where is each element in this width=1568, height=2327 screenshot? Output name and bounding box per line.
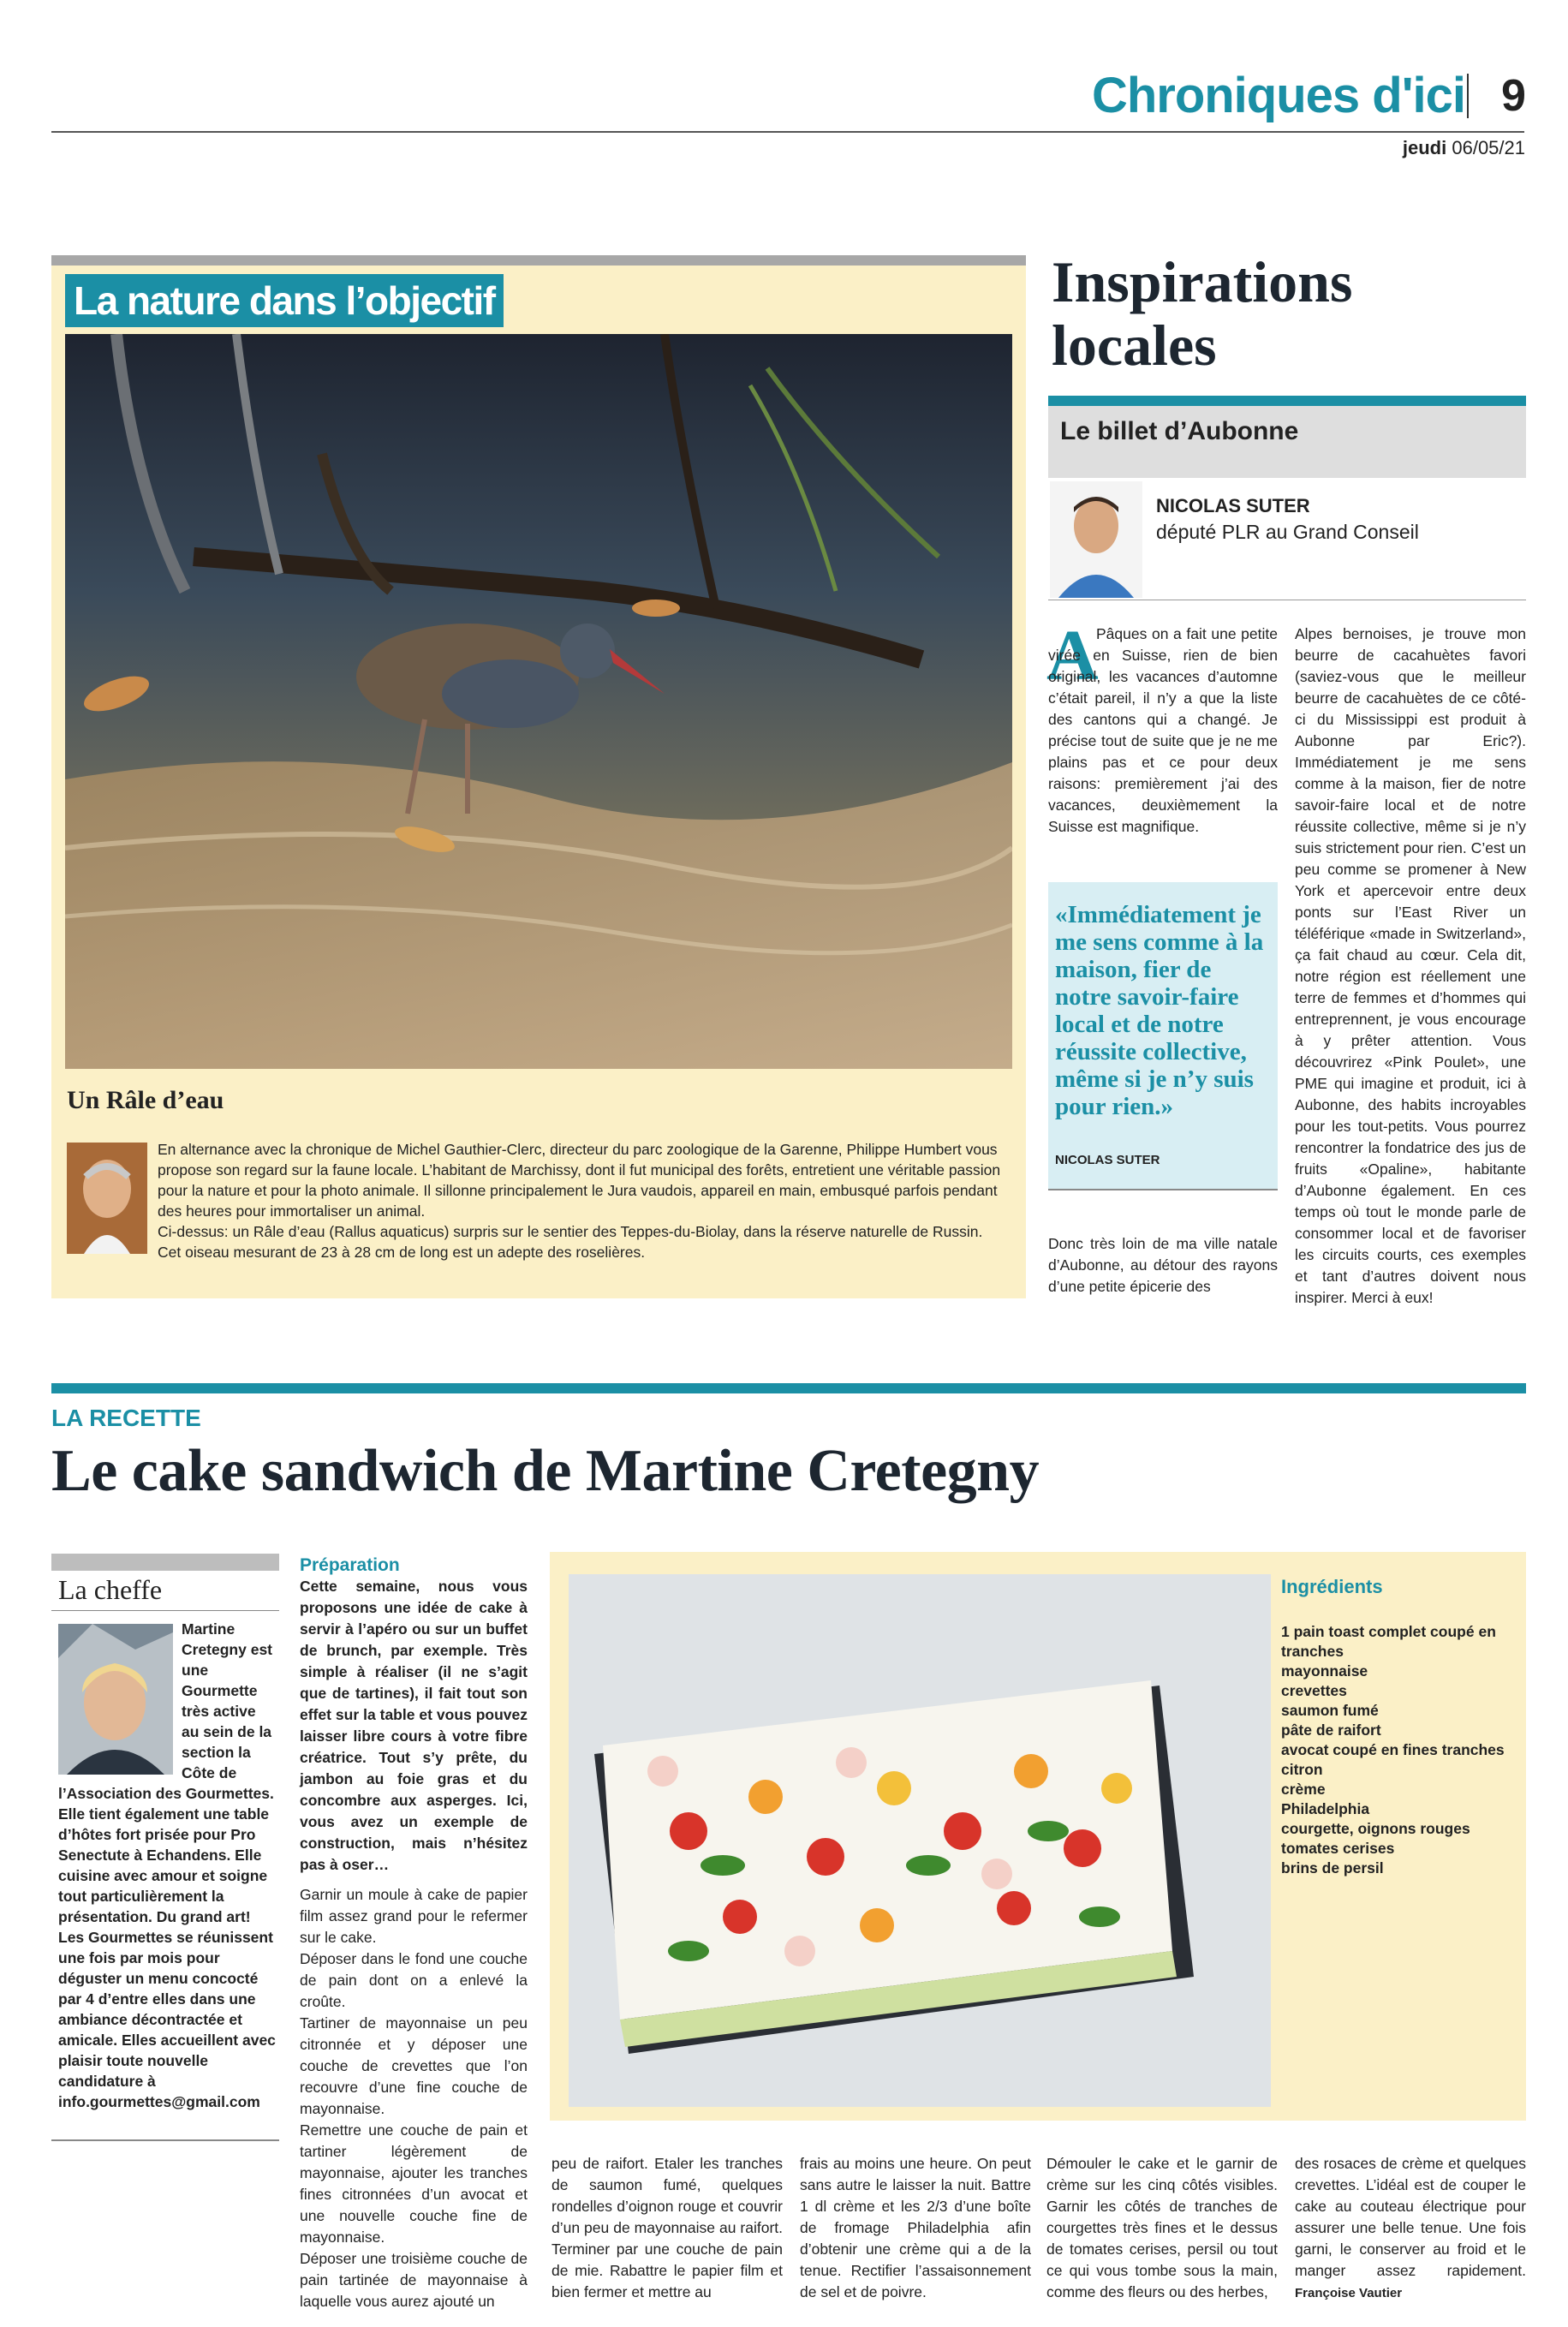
recipe-column-3: Démouler le cake et le garnir de crème sur les cinq côtés visibles. Garnir les côtés de tranches de courgettes très fines et le dessus de tomates cerises, persil ou tout ce qui vous tombe sous la main, comme des fleurs ou des herbes,	[1046, 2155, 1278, 2300]
cheffe-photo	[58, 1624, 173, 1775]
ingredient-item: mayonnaise	[1281, 1662, 1368, 1680]
prep-step: Garnir un moule à cake de papier film assez grand pour le refermer sur le cake.	[300, 1886, 528, 1946]
ingredient-item: crevettes	[1281, 1682, 1347, 1699]
section-title: Chroniques d'ici	[1091, 68, 1465, 123]
ingredient-item: crème	[1281, 1781, 1326, 1798]
nicolas-portrait-icon	[1050, 481, 1142, 598]
prep-step: Déposer une troisième couche de pain tartinée de mayonnaise à laquelle vous aurez ajouté un	[300, 2250, 528, 2310]
prep-step: Remettre une couche de pain et tartiner légèrement de mayonnaise, ajouter les tranches fines citronnées d’un avocat et une nouvelle couche fine de mayonnaise.	[300, 2121, 528, 2246]
ingredient-item: citron	[1281, 1761, 1323, 1778]
ingredients-heading: Ingrédients	[1281, 1576, 1383, 1597]
page-number: 9	[1501, 71, 1526, 121]
preparation-intro: Cette semaine, nous vous proposons une idée de cake à servir à l’apéro ou sur un buffet de brunch, par exemple. Très simple à réaliser (il ne s’agit que de tartines), il fait tout son effet sur la table et vous pouvez laisser libre cours à votre fibre créatrice. Tout s’y prête, du jambon au foie gras et du concombre aux asperges. Ici, vous avez un exemple de construction, mais n’hésitez pas à oser…	[300, 1578, 528, 1873]
cheffe-bottom-rule	[51, 2139, 279, 2141]
author-role: député PLR au Grand Conseil	[1156, 521, 1419, 543]
preparation-steps	[300, 1884, 528, 2312]
billet-label: Le billet d’Aubonne	[1060, 417, 1299, 445]
nature-paragraph-2: Ci-dessus: un Râle d’eau (Rallus aquaticus) surpris sur le sentier des Teppes-du-Biolay, dans la réserve naturelle de Russin. Cet oiseau mesurant de 23 à 28 cm de long est un adepte des roselières.	[158, 1223, 983, 1261]
ingredient-item: tomates cerises	[1281, 1840, 1395, 1857]
billet-bar	[1048, 396, 1526, 406]
nature-heading: La nature dans l’objectif	[65, 274, 504, 327]
dropcap: A	[1046, 616, 1099, 695]
issue-date	[1403, 137, 1525, 159]
ingredient-item: saumon fumé	[1281, 1702, 1379, 1719]
signature: Françoise Vautier	[1295, 2286, 1403, 2300]
author-name: NICOLAS SUTER	[1156, 495, 1310, 516]
cake-photo	[569, 1574, 1271, 2107]
recipe-column-1: peu de raifort. Etaler les tranches de saumon fumé, quelques rondelles d’oignon rouge et couvrir d’un peu de mayonnaise au raifort. Terminer par une couche de pain de mie. Rabattre le papier film et bien fermer et mettre au	[551, 2155, 783, 2300]
recipe-col4-text: des rosaces de crème et quelques crevettes. L’idéal est de couper le cake au couteau électrique pour assurer une belle tenue. Une fois garni, le conserver au froid et le manger assez rapidement.	[1295, 2155, 1526, 2279]
nature-text	[158, 1139, 1005, 1262]
cheffe-text	[58, 1619, 276, 2112]
article-column-2: Alpes bernoises, je trouve mon beurre de cacahuètes favori (saviez-vous que le meilleur beurre de cacahuètes de ce côté-ci du Mississippi est produit à Aubonne par Eric?). Immédiatement je me sens comme à la maison, fier de notre savoir-faire local et de notre réussite collective, même si je n’y suis strictement pour rien. C’est un peu comme se promener à New York et apercevoir entre deux ponts sur l’East River un téléférique «made in Switzerland», ça fait chaud au cœur. Cela dit, notre région est réellement une terre de femmes et d’hommes qui entreprennent, je vous encourage à y prêter attention. Vous découvrirez «Pink Poulet», une PME qui imagine et produit, ici à Aubonne, des habits incroyables pour les tout-petits. Vous pourrez rencontrer la fondatrice des jus de fruits «Opaline», habitante d’Aubonne également. En ces temps où tout le monde parle de consommer local et de favoriser les circuits courts, ces exemples et tant d’autres doivent nous inspirer. Merci à eux!	[1295, 625, 1526, 1306]
pull-quote: «Immédiatement je me sens comme à la maison, fier de notre savoir-faire local et de notre réussite collective, même si je n’y suis pour rien.»	[1055, 901, 1264, 1120]
issue-day: jeudi	[1402, 137, 1447, 158]
cheffe-portrait-icon	[58, 1624, 173, 1775]
cheffe-label: La cheffe	[58, 1574, 163, 1605]
recipe-column-4	[1295, 2153, 1526, 2304]
nature-panel-topbar	[51, 255, 1026, 266]
recipe-rule	[51, 1383, 1526, 1393]
ingredient-item: pâte de raifort	[1281, 1721, 1381, 1739]
cake-photo-icon	[569, 1574, 1271, 2107]
article-column-1	[1048, 624, 1278, 838]
article-title	[1052, 250, 1514, 377]
ingredient-item: 1 pain toast complet coupé en tranches	[1281, 1623, 1496, 1660]
ingredient-item: brins de persil	[1281, 1859, 1384, 1877]
nature-paragraph: En alternance avec la chronique de Michel Gauthier-Clerc, directeur du parc zoologique de la Garenne, Philippe Humbert vous propose son regard sur la faune locale. L’habitant de Marchissy, dont il fut municipal des forêts, entretient une véritable passion pour la nature et pour la photo animale. Il sillonne principalement le Jura vaudois, appareil en main, embusqué parfois pendant des heures pour immortaliser un animal.	[158, 1141, 1001, 1220]
recipe-kicker: LA RECETTE	[51, 1405, 201, 1431]
recipe-title: Le cake sandwich de Martine Cretegny	[51, 1438, 1040, 1504]
author-portrait	[67, 1143, 147, 1254]
cheffe-bio: Martine Cretegny est une Gourmette très active au sein de la section la Côte de l’Association des Gourmettes. Elle tient également une table d’hôtes fort prisée pour Pro Senectute à Echandens. Elle cuisine avec amour et soigne tout particulièrement la présentation. Du grand art! Les Gourmettes se réunissent une fois par mois pour déguster un menu concocté par 4 d’entre elles dans une ambiance décontractée et amicale. Elles accueillent avec plaisir toute nouvelle candidature à info.gourmettes@gmail.com	[58, 1620, 276, 2110]
ingredients-list	[1281, 1622, 1521, 1878]
cheffe-rule	[51, 1610, 279, 1611]
ingredient-item: Philadelphia	[1281, 1800, 1370, 1817]
bird-photo-icon	[65, 334, 1012, 1069]
masthead-rule	[51, 131, 1524, 133]
recipe-column-2: frais au moins une heure. On peut sans autre le laisser la nuit. Battre 1 dl crème et les 2/3 d’une boîte de fromage Philadelphia afin d’obtenir une crème qui a de la tenue. Rectifier l’assaisonnement de sel et de poivre.	[800, 2155, 1031, 2300]
prep-step: Tartiner de mayonnaise un peu citronnée et y déposer une couche de crevettes que l’on recouvre d’une fine couche de mayonnaise.	[300, 2014, 528, 2117]
bird-photo	[65, 334, 1012, 1069]
preparation-heading: Préparation	[300, 1555, 400, 1575]
article-col1-text: Pâques on a fait une petite virée en Suisse, rien de bien original, les vacances d’automne c’était pareil, il n’y a que la liste des cantons qui a changé. Je précise tout de suite que je ne me plains pas et ce pour deux raisons: premièrement j’ai des vacances, deuxièmement la Suisse est magnifique.	[1048, 625, 1278, 835]
prep-step: Déposer dans le fond une couche de pain dont on a enlevé la croûte.	[300, 1950, 528, 2010]
caption-title: Un Râle d’eau	[67, 1086, 224, 1114]
ingredient-item: avocat coupé en fines tranches	[1281, 1741, 1505, 1758]
ingredient-item: courgette, oignons rouges	[1281, 1820, 1470, 1837]
cheffe-bar	[51, 1554, 279, 1571]
nicolas-portrait	[1050, 481, 1142, 598]
masthead-separator	[1467, 74, 1469, 118]
article-title-line2: locales	[1052, 313, 1217, 378]
article-column-1b: Donc très loin de ma ville natale d’Aubonne, au détour des rayons d’une petite épicerie des	[1048, 1235, 1278, 1295]
pull-quote-author: NICOLAS SUTER	[1055, 1153, 1160, 1167]
issue-date-value: 06/05/21	[1452, 137, 1525, 158]
author-portrait-icon	[67, 1143, 147, 1254]
article-title-line1: Inspirations	[1052, 249, 1353, 314]
